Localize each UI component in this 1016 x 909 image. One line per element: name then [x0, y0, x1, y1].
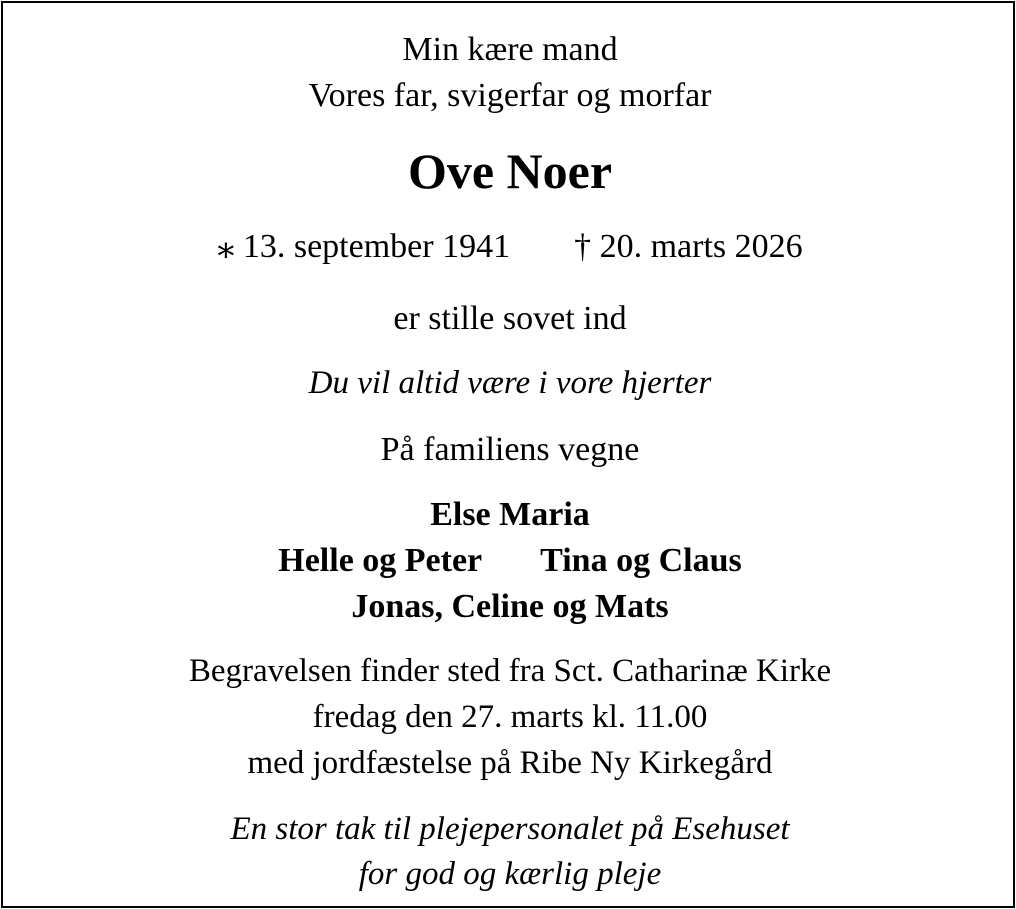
intro-line-2: Vores far, svigerfar og morfar	[308, 77, 712, 114]
life-dates	[3, 230, 1016, 264]
on-behalf-text: På familiens vegne	[380, 431, 640, 468]
family-line-3: Jonas, Celine og Mats	[351, 588, 669, 625]
death-date: † 20. marts 2026	[574, 228, 803, 265]
family-name-left: Helle og Peter	[278, 542, 483, 579]
thanks-line-1: En stor tak til plejepersonalet på Esehuset	[230, 811, 790, 847]
funeral-line-3: med jordfæstelse på Ribe Ny Kirkegård	[247, 745, 773, 781]
memorial-quote: Du vil altid være i vore hjerter	[308, 365, 712, 401]
thanks-line-2: for god og kærlig pleje	[358, 856, 662, 892]
intro-line-1: Min kære mand	[402, 31, 618, 68]
passed-away-text: er stille sovet ind	[393, 300, 627, 337]
birth-date: ⁎ 13. september 1941	[217, 228, 511, 265]
family-name-right: Tina og Claus	[540, 542, 742, 579]
obituary-notice	[1, 1, 1015, 908]
funeral-line-2: fredag den 27. marts kl. 11.00	[312, 699, 708, 735]
deceased-name: Ove Noer	[407, 143, 613, 199]
family-line-2	[3, 544, 1016, 578]
family-line-1: Else Maria	[430, 496, 590, 533]
funeral-line-1: Begravelsen finder sted fra Sct. Catharinæ Kirke	[188, 653, 832, 689]
